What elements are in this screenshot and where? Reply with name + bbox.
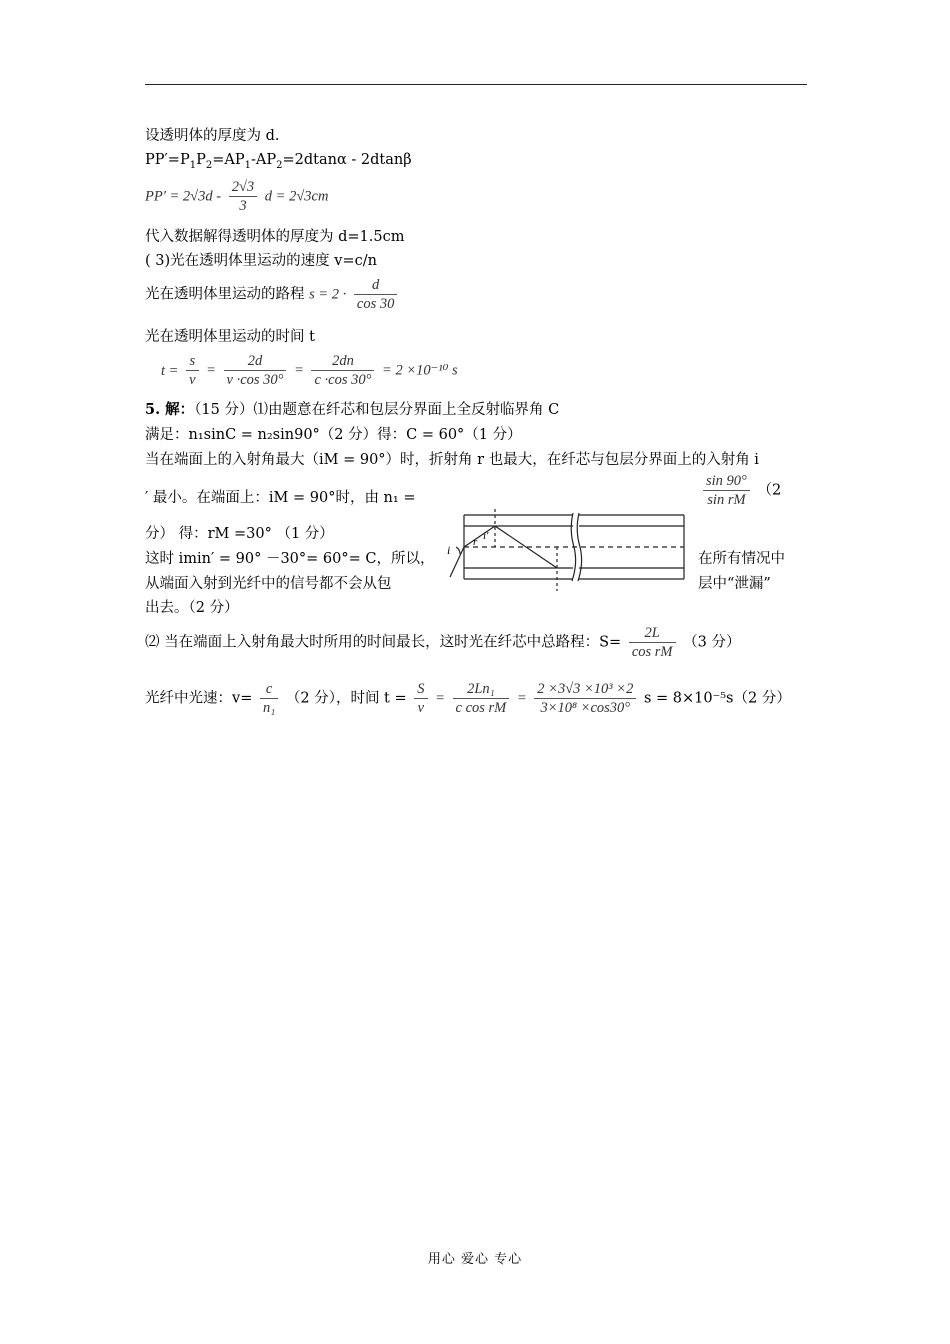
fraction [186, 352, 198, 389]
text-line: 代入数据解得透明体的厚度为 d=1.5cm [145, 229, 405, 245]
fraction [414, 680, 427, 717]
denominator: sin rM [707, 492, 746, 508]
numerator: d [354, 276, 397, 295]
numerator: sin 90° [703, 472, 750, 491]
numerator: 2d [224, 352, 287, 371]
fraction [229, 178, 257, 215]
denominator: c ·cos 30° [314, 372, 372, 388]
numerator: s [186, 352, 198, 371]
denominator: v ·cos 30° [226, 372, 284, 388]
equals: = [206, 362, 216, 379]
denominator: v [189, 372, 196, 388]
page-footer: 用心 爱心 专心 [427, 1252, 523, 1267]
equals: = [435, 690, 445, 707]
text-span: ⑵ 当在端面上入射角最大时所用的时间最长，这时光在纤芯中总路程：S= [145, 634, 622, 651]
text-span: P [196, 152, 206, 168]
light-ray [450, 547, 464, 577]
light-ray [464, 526, 495, 547]
optical-fiber-diagram [446, 505, 692, 595]
text-span: PP′=P [145, 152, 190, 168]
denominator: v [417, 700, 425, 716]
text-line: 层中“泄漏” [698, 576, 771, 592]
section-label: 5. 解： [145, 401, 195, 418]
numerator: 2dn [311, 352, 374, 371]
text-line: ′ 最小。在端面上：iM = 90°时，由 n₁ = [145, 490, 416, 506]
numerator: 2 ×3√3 ×10³ ×2 [534, 680, 636, 699]
math-text: = 2 ×10⁻¹⁰ s [382, 362, 458, 379]
equals: = [516, 690, 527, 707]
denominator: n₁ [262, 700, 276, 716]
text-line: ( 3)光在透明体里运动的速度 v=c/n [145, 253, 377, 269]
text-span: 光纤中光速：v= [145, 690, 253, 707]
math-text: d = 2√3cm [264, 188, 329, 205]
text-line: 设透明体的厚度为 d. [145, 128, 280, 144]
numerator: c [260, 680, 278, 699]
fraction [354, 276, 397, 313]
text-span: s = 8×10⁻⁵s（2 分） [643, 690, 791, 707]
text-span: （15 分）⑴由题意在纤芯和包层分界面上全反射临界角 C [194, 402, 560, 418]
denominator: cos 30 [356, 296, 395, 312]
equation-speed-time [145, 680, 791, 717]
text-line: 在所有情况中 [698, 551, 785, 567]
text-span: =AP [212, 152, 245, 168]
fraction [534, 680, 636, 717]
header-rule [145, 84, 807, 85]
denominator: cos rM [631, 644, 673, 660]
numerator: 2L [629, 624, 676, 643]
fraction [453, 680, 510, 717]
numerator: S [414, 680, 427, 699]
label-i: i [447, 543, 451, 557]
text-line: 从端面入射到光纤中的信号都不会从包 [145, 576, 392, 592]
text-line: 光在透明体里运动的时间 t [145, 329, 315, 345]
subscript: 2 [276, 159, 283, 171]
text-span: （3 分） [683, 634, 741, 651]
break-mark [577, 513, 581, 581]
text-line: 当在端面上的入射角最大（iM = 90°）时，折射角 r 也最大，在纤芯与包层分界面上的入射角 i [145, 452, 759, 468]
text-span: （2 分），时间 t = [285, 690, 407, 707]
label-i-prime: i′ [483, 530, 489, 542]
fraction [629, 624, 676, 661]
label-r: r [473, 536, 478, 548]
equation-total-path [145, 624, 740, 661]
text-span: =2dtanα - 2dtanβ [282, 152, 412, 168]
subscript: 1 [189, 159, 197, 171]
text-line: 这时 imin′ = 90° －30°= 60°= C，所以， [145, 551, 435, 567]
equals: = [294, 362, 304, 379]
text-line: 满足：n₁sinC = n₂sin90°（2 分）得：C = 60°（1 分） [145, 427, 522, 443]
equation-n1 [700, 472, 781, 509]
subscript: 1 [244, 159, 251, 171]
text-line [145, 400, 559, 420]
text-span: （2 [757, 482, 782, 499]
equation-path [145, 276, 400, 313]
angle-arc [456, 547, 460, 554]
denominator: 3 [239, 198, 247, 214]
fraction [260, 680, 278, 717]
text-line [145, 150, 412, 176]
fraction [311, 352, 374, 389]
text-span: 光在透明体里运动的路程 [145, 286, 305, 303]
subscript: 2 [205, 159, 213, 171]
text-line: 分） 得：rM =30° （1 分） [145, 526, 334, 542]
numerator: 2Ln₁ [453, 680, 510, 699]
equation-pp [145, 178, 328, 215]
numerator: 2√3 [229, 178, 257, 197]
math-text: t = [161, 362, 179, 379]
text-span: -AP [251, 152, 277, 168]
fraction [703, 472, 750, 509]
math-text: s = 2 · [309, 286, 347, 303]
fraction [224, 352, 287, 389]
math-text: PP′ = 2√3d - [145, 188, 222, 205]
denominator: 3×10⁸ ×cos30° [540, 700, 631, 716]
denominator: c cos rM [455, 700, 507, 716]
text-line: 出去。（2 分） [145, 600, 239, 616]
equation-time [145, 352, 458, 389]
